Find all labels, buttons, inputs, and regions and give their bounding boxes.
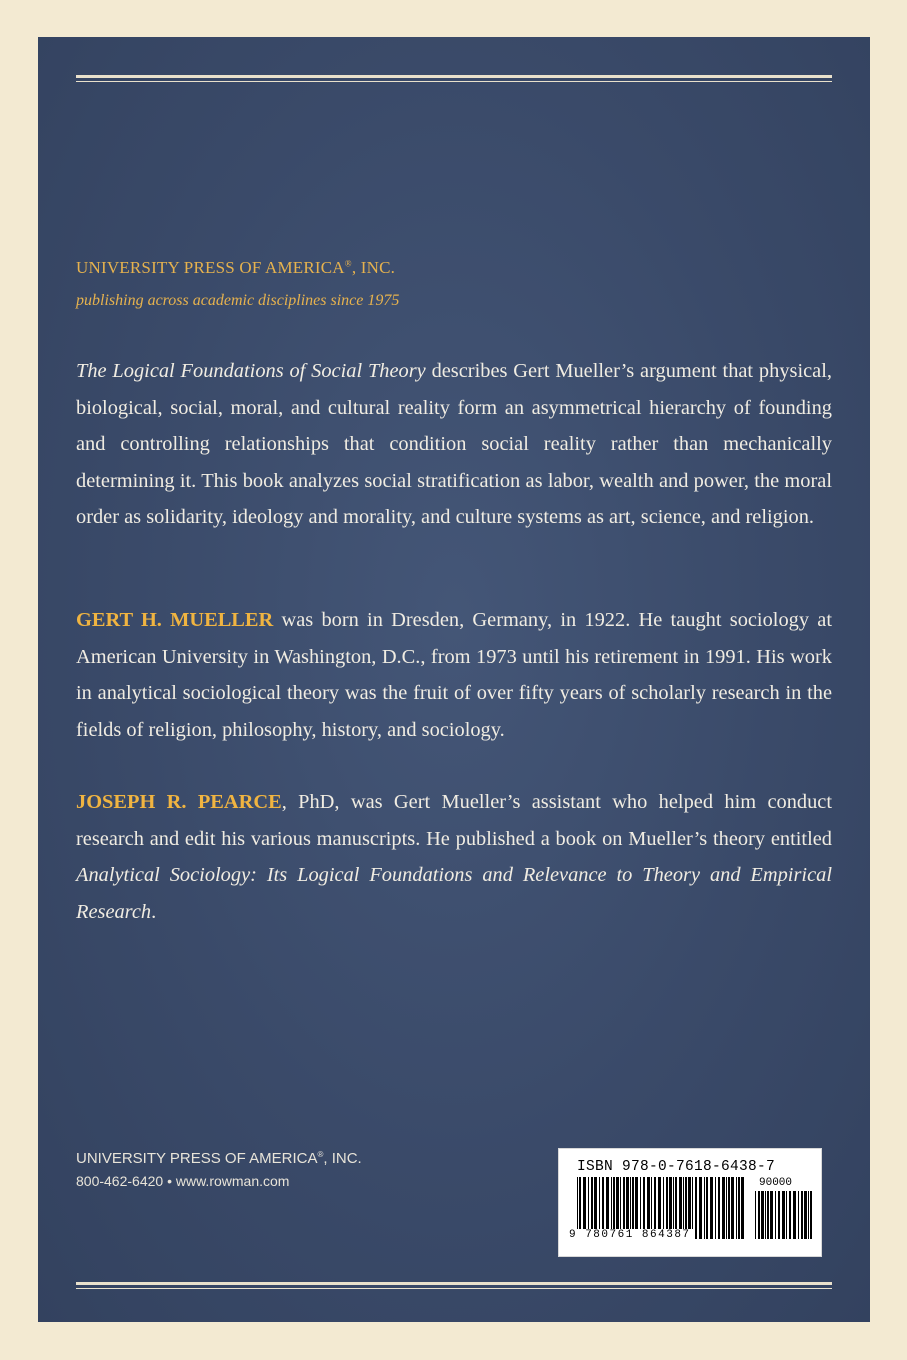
referenced-book-title: Analytical Sociology: Its Logical Foundations and Relevance to Theory and Empirical Research xyxy=(76,864,832,923)
publisher-name: UNIVERSITY PRESS OF AMERICA®, INC. xyxy=(76,258,396,277)
author-name: JOSEPH R. PEARCE xyxy=(76,791,282,813)
bottom-double-rule xyxy=(76,1282,832,1290)
book-title: The Logical Foundations of Social Theory xyxy=(76,360,426,382)
footer-contact: 800-462-6420 • www.rowman.com xyxy=(76,1173,290,1189)
price-code: 90000 xyxy=(759,1177,793,1189)
publisher-tagline: publishing across academic disciplines since 1975 xyxy=(76,292,400,309)
author-bio-mueller: GERT H. MUELLER was born in Dresden, Germany, in 1922. He taught sociology at American University in Washington, D.C., from 1973 until his retirement in 1991. His work in analytical sociological theory was the fruit of over fifty years of scholarly research in the fields of religion, philosophy, history, and sociology. xyxy=(76,609,833,741)
top-double-rule xyxy=(76,75,832,83)
footer-publisher: UNIVERSITY PRESS OF AMERICA®, INC. xyxy=(76,1150,362,1167)
author-name: GERT H. MUELLER xyxy=(76,609,274,631)
book-description: The Logical Foundations of Social Theory describes Gert Mueller’s argument that physical, biological, social, moral, and cultural reality form an asymmetrical hierarchy of founding and controlling relationships that condition social reality rather than mechanically determining it. This book analyzes social stratification as labor, wealth and power, the moral order as solidarity, ideology and morality, and culture systems as art, science, and religion. xyxy=(76,360,832,528)
isbn-label: ISBN 978-0-7618-6438-7 xyxy=(577,1159,776,1175)
barcode-addon-bars-icon xyxy=(755,1191,813,1239)
author-bio-pearce: JOSEPH R. PEARCE, PhD, was Gert Mueller’s assistant who helped him conduct research and edit his various manuscripts. He published a book on Mueller’s theory entitled Analytical Sociology: Its Logical Foundations and Relevance to Theory and Empirical Research. xyxy=(76,791,833,923)
ean-digits: 9 780761 864387 xyxy=(569,1229,691,1241)
back-cover xyxy=(38,37,870,1322)
isbn-barcode xyxy=(558,1148,822,1257)
